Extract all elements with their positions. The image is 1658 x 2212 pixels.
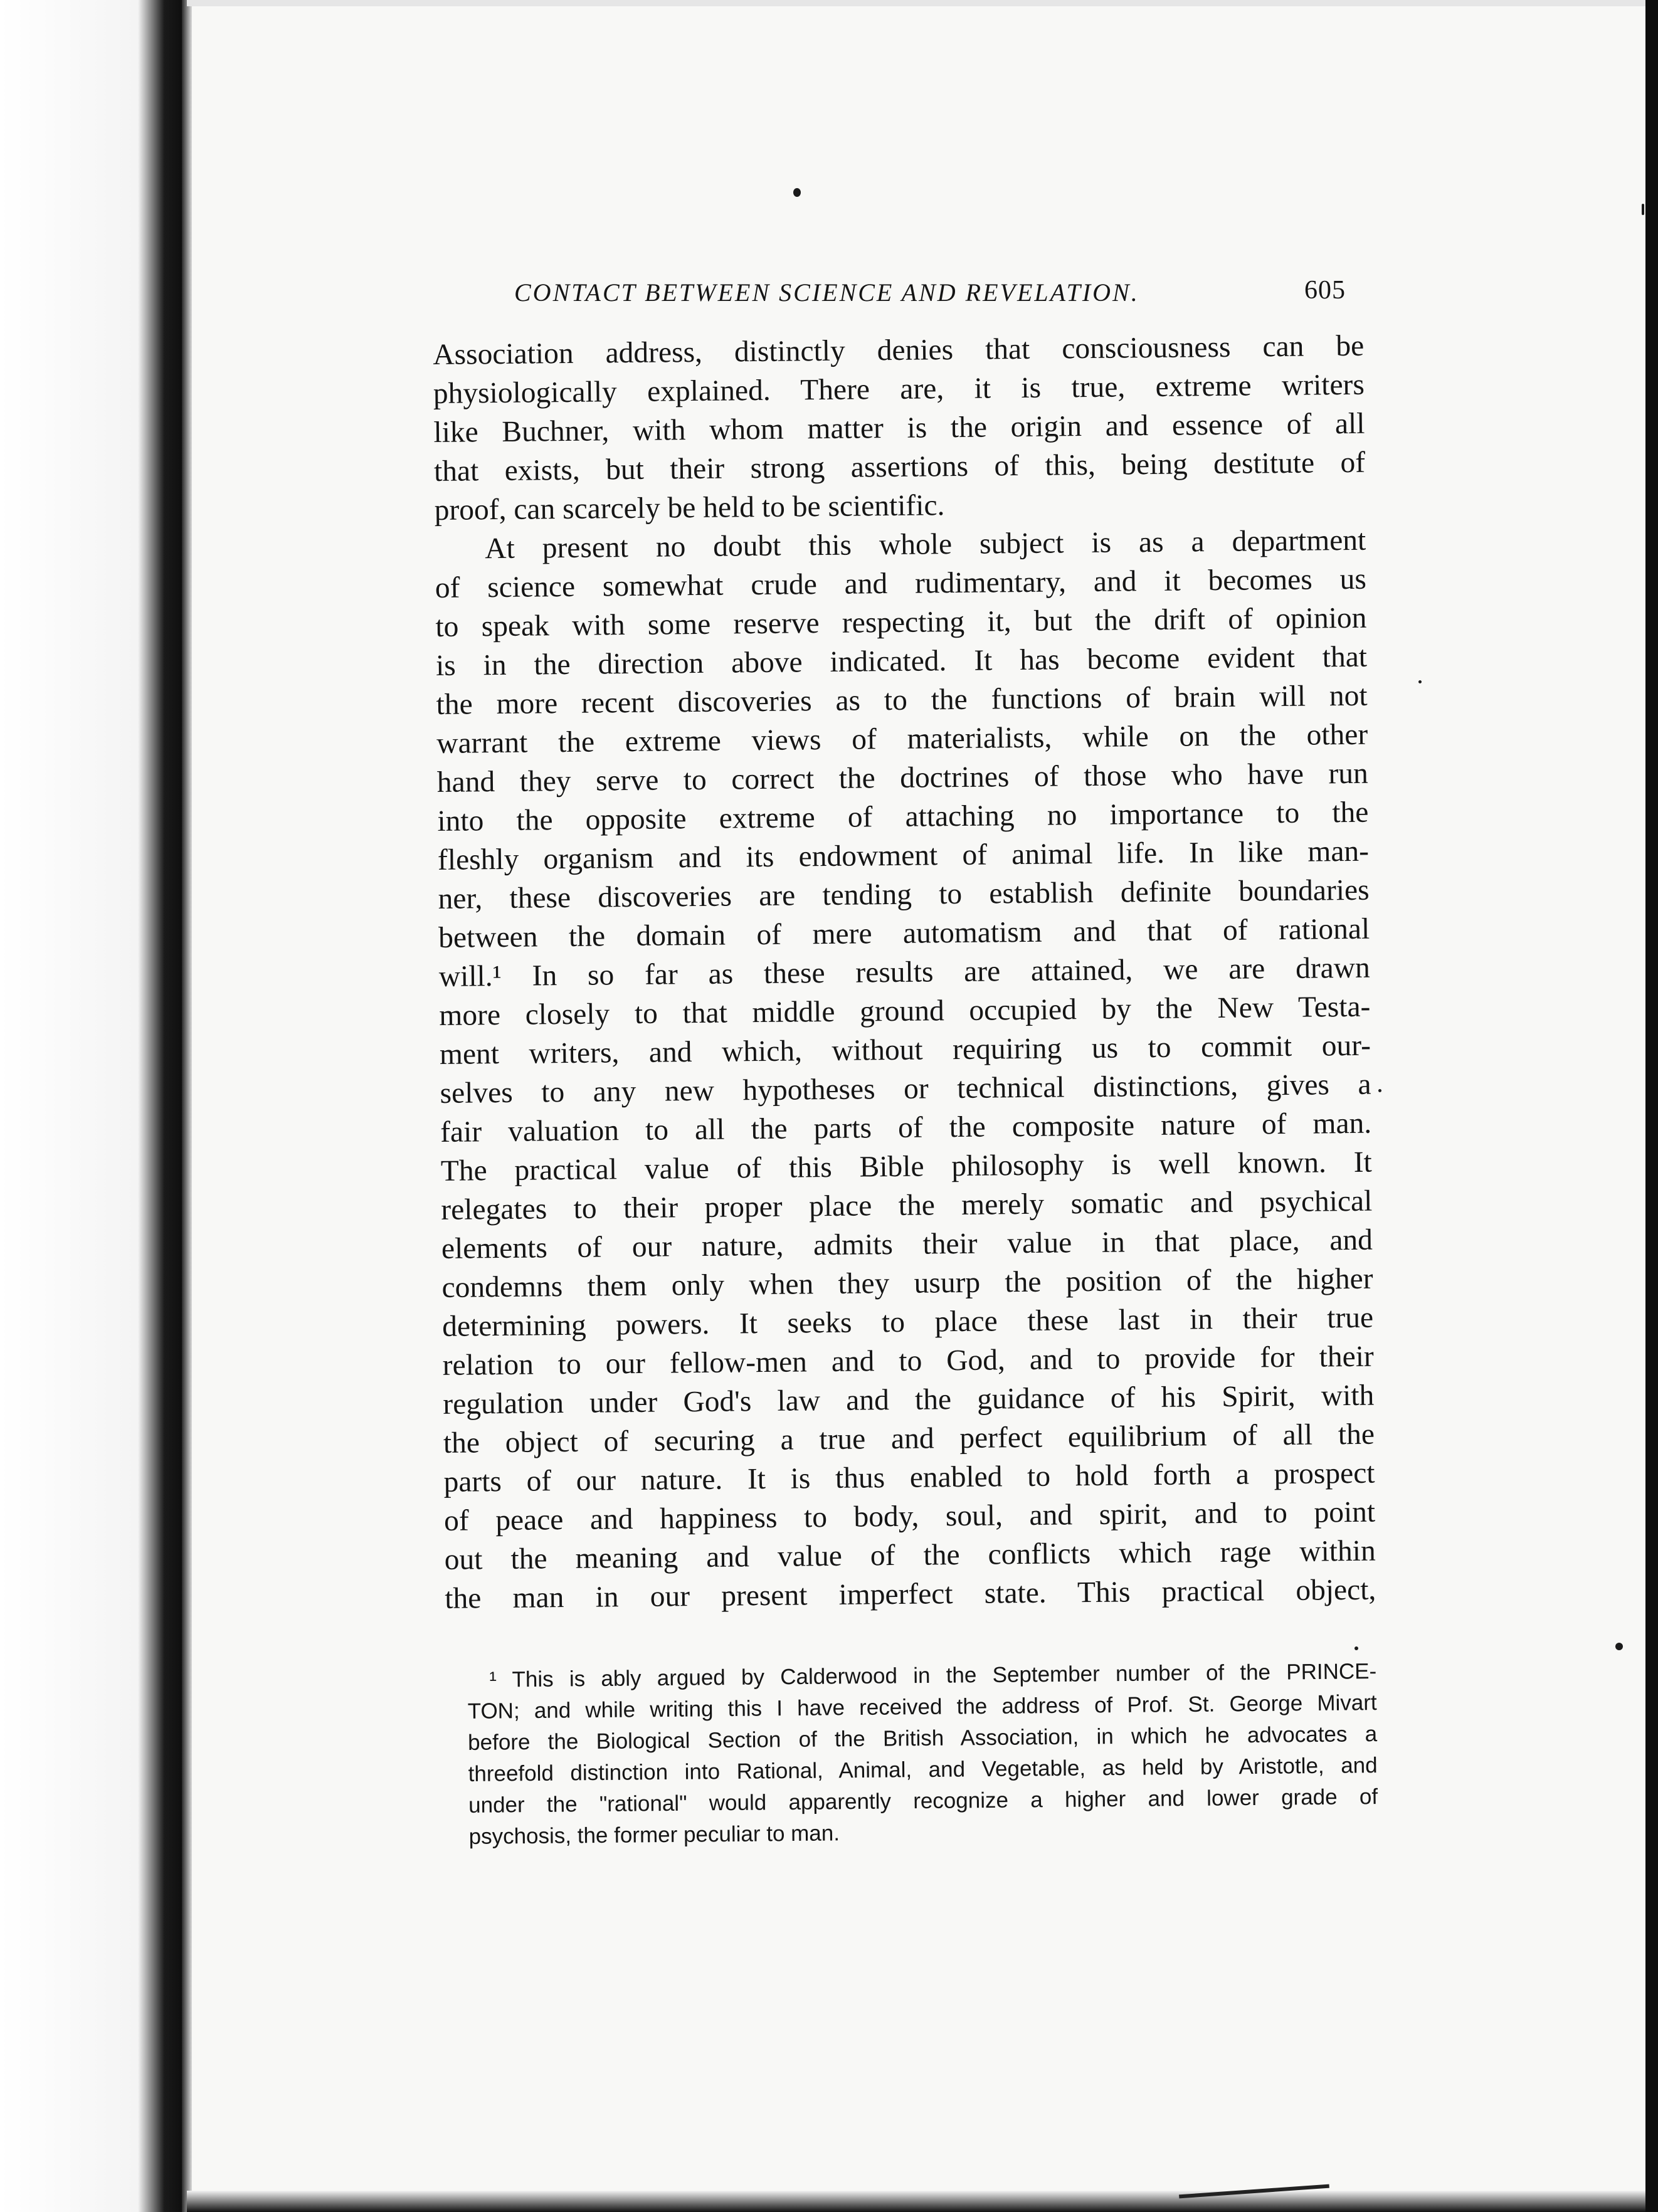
scan-speck: [1615, 1643, 1623, 1650]
text-line: into the opposite extreme of attaching no importance to the: [437, 796, 1369, 838]
top-page-edge: [187, 0, 1645, 6]
running-head: [514, 266, 1348, 310]
scan-speck: [1378, 1089, 1381, 1092]
text-line: parts of our nature. It is thus enabled to hold forth a prospect: [443, 1456, 1375, 1498]
text-line: of peace and happiness to body, soul, and spirit, and to point: [443, 1495, 1376, 1537]
text-line: proof, can scarcely be held to be scientific.: [434, 489, 945, 527]
binding-shadow: [0, 0, 187, 2212]
text-line: hand they serve to correct the doctrines of those who have run: [436, 757, 1369, 799]
text-line: determining powers. It seeks to place these last in their true: [441, 1301, 1374, 1343]
text-line: ment writers, and which, without requiring us to commit our-: [439, 1029, 1371, 1071]
scan-speck: [1354, 1646, 1358, 1650]
right-page-edge: [1645, 0, 1658, 2212]
text-line: Association address, distinctly denies that consciousness can be: [433, 329, 1365, 371]
text-line: fleshly organism and its endowment of animal life. In like man-: [437, 835, 1370, 877]
text-line: relation to our fellow-men and to God, and to provide for their: [442, 1340, 1374, 1382]
text-line: relegates to their proper place the merely somatic and psychical: [441, 1184, 1373, 1226]
bottom-page-edge: [187, 2191, 1645, 2212]
text-line: between the domain of mere automatism and that of rational: [438, 912, 1370, 954]
text-line: will.¹ In so far as these results are attained, we are drawn: [438, 951, 1371, 993]
text-line: out the meaning and value of the conflicts which rage within: [444, 1534, 1376, 1576]
text-line: more closely to that middle ground occupied by the New Testa-: [439, 990, 1371, 1032]
scan-speck: [1418, 680, 1422, 683]
text-line: the object of securing a true and perfect equilibrium of all the: [443, 1418, 1375, 1460]
text-line: At present no doubt this whole subject is as a department: [485, 524, 1366, 566]
footnote-line: threefold distinction into Rational, Animal, and Vegetable, as held by Aristotle, and: [468, 1753, 1378, 1786]
text-line: regulation under God's law and the guidance of his Spirit, with: [443, 1379, 1375, 1421]
running-head-title: CONTACT BETWEEN SCIENCE AND REVELATION.: [514, 278, 1139, 307]
footnotes: [467, 1656, 1378, 1853]
text-line: is in the direction above indicated. It has become evident that: [435, 640, 1368, 682]
text-line: ner, these discoveries are tending to establish definite boundaries: [438, 873, 1370, 915]
text-line: the man in our present imperfect state. This practical object,: [445, 1573, 1376, 1615]
text-line: that exists, but their strong assertions of this, being destitute of: [433, 446, 1366, 488]
text-line: warrant the extreme views of materialists, while on the other: [436, 718, 1368, 760]
text-line: to speak with some reserve respecting it, but the drift of opinion: [435, 601, 1367, 643]
text-line: elements of our nature, admits their value in that place, and: [441, 1223, 1373, 1265]
footnote-line: psychosis, the former peculiar to man.: [468, 1821, 840, 1849]
text-line: condemns them only when they usurp the position of the higher: [441, 1262, 1373, 1304]
footnote-line: under the "rational" would apparently recognize a higher and lower grade of: [468, 1784, 1378, 1818]
scan-speck: [793, 188, 801, 197]
scan-speck: [1642, 204, 1644, 215]
binding-fold: [182, 0, 192, 2212]
text-line: the more recent discoveries as to the functions of brain will not: [436, 679, 1368, 721]
page-number: 605: [1304, 276, 1346, 305]
text-line: of science somewhat crude and rudimentary, and it becomes us: [435, 562, 1367, 604]
footnote-line: before the Biological Section of the British Association, in which he advocates a: [468, 1722, 1378, 1755]
footnote-line: TON; and while writing this I have received the address of Prof. St. George Mivart: [467, 1690, 1377, 1724]
text-line: selves to any new hypotheses or technical distinctions, gives a: [440, 1068, 1371, 1110]
text-line: fair valuation to all the parts of the composite nature of man.: [440, 1107, 1372, 1149]
text-line: like Buchner, with whom matter is the origin and essence of all: [433, 407, 1365, 449]
text-line: The practical value of this Bible philosophy is well known. It: [440, 1146, 1372, 1188]
body-text: [433, 327, 1376, 1618]
text-line: physiologically explained. There are, it is true, extreme writers: [433, 368, 1365, 410]
footnote-line: ¹ This is ably argued by Calderwood in the September number of the PRINCE-: [489, 1659, 1377, 1692]
